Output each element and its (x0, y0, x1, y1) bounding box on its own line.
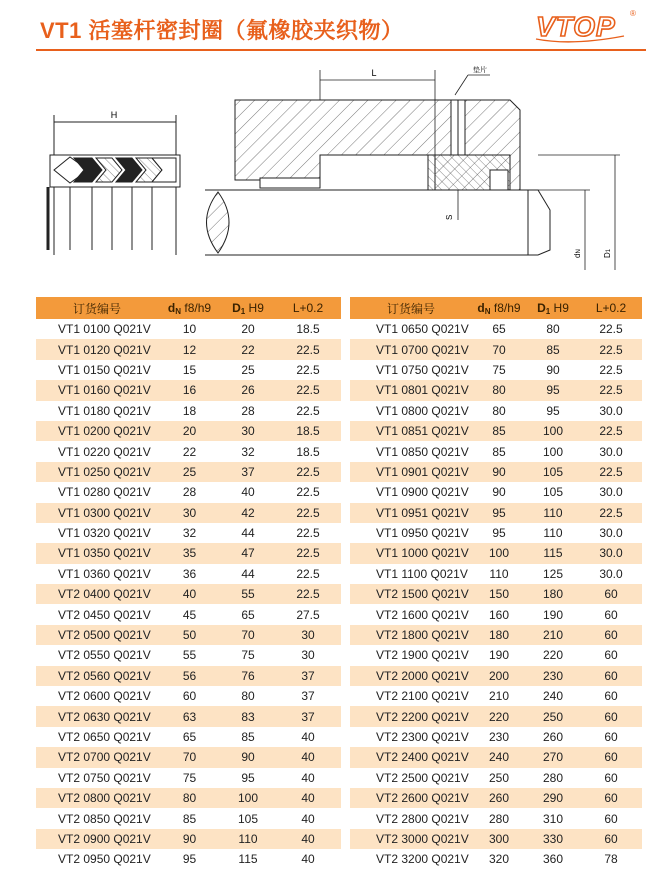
cell-d1: 110 (526, 503, 580, 523)
dimension-label-L: L (371, 68, 377, 78)
cell-d1: 26 (221, 380, 275, 400)
cell-order-code: VT1 0951 Q021V (350, 503, 472, 523)
table-row (350, 625, 642, 645)
cell-d1: 115 (526, 543, 580, 563)
dimension-label-S: S (445, 214, 454, 220)
cell-d1: 37 (221, 462, 275, 482)
table-row (350, 604, 642, 624)
cell-dn: 28 (182, 485, 197, 500)
cell-l: 30 (275, 625, 341, 645)
cell-d1: 47 (221, 543, 275, 563)
cell-l: 40 (301, 852, 315, 867)
cell-dn: 22 (182, 444, 197, 459)
cell-l: 22.5 (275, 462, 341, 482)
cell-order-code: VT1 0120 Q021V (36, 339, 158, 359)
cell-order-code: VT1 0750 Q021V (376, 362, 469, 377)
cell-l: 60 (580, 788, 642, 808)
cell-d1: 105 (526, 462, 580, 482)
cell-l: 22.5 (599, 322, 623, 337)
cell-l: 60 (580, 584, 642, 604)
table-row (350, 401, 642, 421)
cell-l: 60 (580, 625, 642, 645)
cell-d1: 90 (546, 362, 560, 377)
housing-section (235, 100, 520, 190)
table-row (350, 462, 642, 482)
cell-dn: 70 (472, 339, 526, 359)
cell-d1: 85 (241, 730, 255, 744)
table-row (36, 747, 341, 767)
cell-dn: 80 (492, 403, 506, 418)
cell-l: 22.5 (296, 566, 320, 581)
table-row (36, 584, 341, 604)
cell-l: 22.5 (275, 380, 341, 400)
cell-d1: 330 (526, 829, 580, 849)
table-row (350, 788, 642, 808)
table-row (36, 666, 341, 686)
cell-dn: 20 (158, 421, 221, 441)
cell-dn: 56 (158, 666, 221, 686)
cell-order-code: VT1 0150 Q021V (58, 362, 151, 377)
cell-dn: 40 (158, 584, 221, 604)
dimension-label-dN: dN (573, 249, 582, 258)
cell-l: 22.5 (580, 339, 642, 359)
cell-l: 40 (275, 747, 341, 767)
cell-order-code: VT1 0280 Q021V (58, 485, 151, 500)
cell-dn: 190 (488, 648, 510, 663)
cell-d1: 190 (542, 607, 564, 622)
cell-d1: 83 (221, 706, 275, 726)
table-row (350, 360, 642, 380)
cell-order-code: VT2 0800 Q021V (36, 788, 158, 808)
cell-dn: 10 (182, 322, 197, 337)
table-row (36, 380, 341, 400)
cell-d1: 70 (221, 625, 275, 645)
cell-l: 22.5 (275, 503, 341, 523)
cell-dn: 160 (488, 607, 510, 622)
table-row (36, 829, 341, 849)
cell-l: 27.5 (296, 607, 320, 622)
cell-order-code: VT1 0360 Q021V (58, 566, 151, 581)
cell-l: 30.0 (599, 485, 623, 500)
table-row (36, 808, 341, 828)
logo-text: VTOP (536, 11, 616, 42)
table-row (350, 768, 642, 788)
rod-shaft (205, 190, 550, 255)
cell-dn: 75 (492, 362, 506, 377)
cell-order-code: VT2 2600 Q021V (350, 788, 472, 808)
cell-order-code: VT1 0850 Q021V (376, 444, 469, 459)
cell-dn: 100 (472, 543, 526, 563)
table-row (36, 686, 341, 706)
cell-d1: 44 (241, 526, 255, 541)
cell-order-code: VT2 1600 Q021V (376, 607, 469, 622)
callout-label-spacer: 垫片 (473, 67, 487, 74)
cell-d1: 95 (546, 403, 560, 418)
seal-stack-section (48, 115, 180, 255)
cell-order-code: VT1 0650 Q021V (376, 322, 469, 337)
cell-dn: 36 (182, 566, 197, 581)
cell-l: 22.5 (580, 462, 642, 482)
cell-order-code: VT2 2500 Q021V (376, 770, 469, 785)
logo-registered-mark: ® (630, 9, 636, 18)
table-row (36, 503, 341, 523)
col-header-dn: $d_N$ f8/h9 (158, 297, 221, 319)
cell-order-code: VT1 0250 Q021V (36, 462, 158, 482)
cell-d1: 55 (221, 584, 275, 604)
table-row (350, 319, 642, 339)
page-title: VT1 活塞杆密封圈（氟橡胶夹织物） (40, 18, 404, 43)
col-header-l: L+0.2 (275, 297, 341, 319)
cell-order-code: VT1 0180 Q021V (58, 403, 151, 418)
table-row (36, 604, 341, 624)
table-row (350, 706, 642, 726)
col-header-d1: $D_1$ H9 (526, 297, 580, 319)
cell-d1: 85 (526, 339, 580, 359)
cell-order-code: VT1 0350 Q021V (36, 543, 158, 563)
cell-order-code: VT1 0300 Q021V (36, 503, 158, 523)
cell-l: 60 (580, 706, 642, 726)
cell-dn: 85 (492, 444, 506, 459)
cell-d1: 22 (221, 339, 275, 359)
cell-order-code: VT2 3000 Q021V (350, 829, 472, 849)
cell-dn: 150 (472, 584, 526, 604)
cell-dn: 32 (182, 526, 197, 541)
dimension-label-H: H (110, 110, 118, 120)
cell-dn: 80 (472, 380, 526, 400)
table-row (350, 543, 642, 563)
cell-order-code: VT2 0900 Q021V (36, 829, 158, 849)
cell-d1: 280 (542, 770, 564, 785)
cell-dn: 16 (158, 380, 221, 400)
cell-l: 22.5 (275, 543, 341, 563)
table-row (36, 441, 341, 461)
cell-d1: 25 (241, 362, 255, 377)
table-row (350, 380, 642, 400)
cell-d1: 40 (241, 485, 255, 500)
cell-d1: 105 (542, 485, 564, 500)
cell-dn: 280 (488, 811, 510, 826)
cell-d1: 105 (237, 811, 259, 826)
col-header-l: L+0.2 (580, 297, 642, 319)
cell-d1: 240 (542, 689, 564, 704)
cell-d1: 110 (221, 829, 275, 849)
cell-l: 30.0 (599, 403, 623, 418)
cell-order-code: VT2 1500 Q021V (350, 584, 472, 604)
table-row (350, 584, 642, 604)
cell-order-code: VT2 0700 Q021V (36, 747, 158, 767)
cell-l: 22.5 (275, 339, 341, 359)
table-row (350, 564, 642, 584)
table-row (350, 747, 642, 767)
cell-order-code: VT2 1900 Q021V (376, 648, 469, 663)
cell-dn: 12 (158, 339, 221, 359)
cell-d1: 95 (241, 770, 255, 785)
table-row (36, 788, 341, 808)
table-row (36, 360, 341, 380)
cell-dn: 35 (158, 543, 221, 563)
col-header-order-code: 订货编号 (350, 297, 472, 319)
cell-d1: 250 (526, 706, 580, 726)
cell-l: 30 (301, 648, 315, 663)
cell-l: 78 (604, 852, 618, 867)
cell-l: 22.5 (580, 421, 642, 441)
cell-l: 22.5 (296, 526, 320, 541)
cell-l: 40 (275, 788, 341, 808)
table-row (36, 523, 341, 543)
cell-d1: 42 (221, 503, 275, 523)
col-header-dn: $d_N$ f8/h9 (472, 297, 526, 319)
cell-l: 60 (604, 730, 618, 744)
cell-d1: 65 (241, 607, 255, 622)
cell-order-code: VT2 0650 Q021V (58, 730, 151, 744)
cell-dn: 90 (472, 462, 526, 482)
cell-dn: 50 (158, 625, 221, 645)
cell-d1: 20 (241, 322, 255, 337)
table-row (36, 625, 341, 645)
cell-dn: 95 (492, 526, 506, 541)
cell-dn: 260 (472, 788, 526, 808)
cell-d1: 100 (542, 444, 564, 459)
cell-order-code: VT1 0950 Q021V (376, 526, 469, 541)
cell-l: 22.5 (580, 380, 642, 400)
table-row (36, 768, 341, 788)
table-row (350, 829, 642, 849)
cell-order-code: VT2 0850 Q021V (58, 811, 151, 826)
cell-dn: 250 (488, 770, 510, 785)
cell-d1: 80 (546, 322, 560, 337)
cell-l: 18.5 (296, 444, 320, 459)
cell-order-code: VT1 0100 Q021V (58, 322, 151, 337)
table-row (36, 727, 341, 747)
cell-d1: 30 (221, 421, 275, 441)
table-row (350, 849, 642, 869)
cell-d1: 310 (542, 811, 564, 826)
cell-l: 22.5 (580, 503, 642, 523)
vtop-logo (532, 6, 642, 46)
cell-l: 37 (301, 689, 315, 704)
cell-order-code: VT1 0220 Q021V (58, 444, 151, 459)
cell-l: 60 (580, 829, 642, 849)
table-row (36, 645, 341, 665)
cell-l: 22.5 (275, 584, 341, 604)
table-header-row (350, 297, 642, 319)
cell-dn: 110 (489, 566, 509, 581)
cell-dn: 70 (158, 747, 221, 767)
cell-l: 22.5 (296, 485, 320, 500)
table-row (350, 808, 642, 828)
cell-order-code: VT2 2100 Q021V (376, 689, 469, 704)
cell-d1: 260 (542, 730, 564, 744)
table-row (350, 482, 642, 502)
cell-l: 37 (275, 706, 341, 726)
cell-l: 60 (604, 689, 618, 704)
cell-d1: 290 (526, 788, 580, 808)
table-row (36, 564, 341, 584)
cell-dn: 320 (488, 852, 510, 867)
cell-d1: 90 (221, 747, 275, 767)
cell-order-code: VT1 0801 Q021V (350, 380, 472, 400)
cell-l: 37 (275, 666, 341, 686)
cell-order-code: VT2 2200 Q021V (350, 706, 472, 726)
cell-d1: 95 (526, 380, 580, 400)
table-row (36, 319, 341, 339)
cell-order-code: VT1 0700 Q021V (350, 339, 472, 359)
cell-d1: 110 (543, 526, 563, 541)
col-header-d1: $D_1$ H9 (221, 297, 275, 319)
cell-order-code: VT1 0901 Q021V (350, 462, 472, 482)
table-row (350, 727, 642, 747)
cell-dn: 65 (492, 322, 506, 337)
cell-l: 40 (301, 811, 315, 826)
cell-l: 30.0 (599, 526, 623, 541)
cell-order-code: VT2 3200 Q021V (376, 852, 469, 867)
cell-d1: 100 (526, 421, 580, 441)
cell-d1: 32 (241, 444, 255, 459)
cell-l: 60 (604, 648, 618, 663)
cell-order-code: VT2 2800 Q021V (376, 811, 469, 826)
cell-order-code: VT2 0630 Q021V (36, 706, 158, 726)
cell-d1: 180 (526, 584, 580, 604)
cell-dn: 90 (158, 829, 221, 849)
cell-order-code: VT2 0560 Q021V (36, 666, 158, 686)
cell-dn: 95 (182, 852, 197, 867)
table-row (36, 482, 341, 502)
cell-d1: 44 (241, 566, 255, 581)
cell-dn: 15 (182, 362, 197, 377)
cell-order-code: VT2 0500 Q021V (36, 625, 158, 645)
cell-dn: 95 (472, 503, 526, 523)
size-table-right (350, 297, 642, 870)
table-row (350, 666, 642, 686)
table-header-row (36, 297, 341, 319)
cell-dn: 240 (472, 747, 526, 767)
cell-dn: 85 (472, 421, 526, 441)
table-row (36, 339, 341, 359)
cell-order-code: VT2 0600 Q021V (58, 689, 151, 704)
cell-d1: 115 (238, 852, 258, 867)
cell-d1: 28 (241, 403, 255, 418)
cell-l: 40 (301, 730, 315, 744)
cell-l: 60 (604, 811, 618, 826)
cell-d1: 80 (241, 689, 255, 704)
table-row (350, 441, 642, 461)
cell-d1: 125 (542, 566, 564, 581)
table-row (350, 503, 642, 523)
cell-d1: 270 (526, 747, 580, 767)
cell-l: 22.5 (296, 362, 320, 377)
cell-l: 60 (580, 666, 642, 686)
cell-l: 18.5 (275, 421, 341, 441)
cell-order-code: VT2 2000 Q021V (350, 666, 472, 686)
cell-order-code: VT2 2300 Q021V (376, 730, 469, 744)
cell-dn: 180 (472, 625, 526, 645)
cell-d1: 76 (221, 666, 275, 686)
cell-l: 60 (580, 747, 642, 767)
cell-order-code: VT2 0750 Q021V (58, 770, 151, 785)
cell-l: 60 (604, 607, 618, 622)
cell-d1: 100 (221, 788, 275, 808)
cell-dn: 75 (182, 770, 197, 785)
cell-l: 30.0 (599, 566, 623, 581)
cell-l: 30.0 (580, 543, 642, 563)
cell-dn: 85 (182, 811, 197, 826)
cell-l: 30.0 (599, 444, 623, 459)
cell-l: 40 (301, 770, 315, 785)
cell-order-code: VT2 0450 Q021V (58, 607, 151, 622)
cell-order-code: VT1 0800 Q021V (376, 403, 469, 418)
cell-order-code: VT2 2400 Q021V (350, 747, 472, 767)
cell-dn: 63 (158, 706, 221, 726)
cell-order-code: VT2 1800 Q021V (350, 625, 472, 645)
cell-d1: 210 (526, 625, 580, 645)
table-row (350, 686, 642, 706)
cell-l: 60 (604, 770, 618, 785)
cell-dn: 90 (492, 485, 506, 500)
cell-dn: 230 (488, 730, 510, 744)
table-row (36, 421, 341, 441)
cell-dn: 65 (182, 730, 197, 744)
cell-l: 22.5 (599, 362, 623, 377)
cell-dn: 300 (472, 829, 526, 849)
cell-dn: 25 (158, 462, 221, 482)
cell-order-code: VT1 0160 Q021V (36, 380, 158, 400)
table-row (350, 523, 642, 543)
cell-order-code: VT2 0400 Q021V (36, 584, 158, 604)
cell-dn: 30 (158, 503, 221, 523)
table-row (350, 421, 642, 441)
cell-d1: 220 (542, 648, 564, 663)
cell-dn: 210 (488, 689, 510, 704)
seal-technical-drawing (40, 60, 640, 275)
cell-dn: 60 (182, 689, 197, 704)
cell-order-code: VT2 0950 Q021V (58, 852, 151, 867)
header-rule (36, 49, 646, 51)
table-row (36, 849, 341, 869)
table-row (36, 401, 341, 421)
cell-dn: 18 (182, 403, 197, 418)
cell-l: 40 (275, 829, 341, 849)
cell-order-code: VT1 0851 Q021V (350, 421, 472, 441)
cell-l: 22.5 (296, 403, 320, 418)
cell-d1: 360 (542, 852, 564, 867)
table-row (36, 706, 341, 726)
cell-dn: 45 (182, 607, 197, 622)
cell-d1: 230 (526, 666, 580, 686)
cell-order-code: VT1 0320 Q021V (58, 526, 151, 541)
cell-dn: 220 (472, 706, 526, 726)
cell-order-code: VT1 1100 Q021V (376, 566, 468, 581)
table-row (36, 543, 341, 563)
cell-order-code: VT1 0200 Q021V (36, 421, 158, 441)
cell-order-code: VT1 0900 Q021V (376, 485, 469, 500)
cell-l: 18.5 (296, 322, 320, 337)
table-row (36, 462, 341, 482)
cell-dn: 55 (182, 648, 197, 663)
col-header-order-code: 订货编号 (36, 297, 158, 319)
cell-d1: 75 (241, 648, 255, 663)
size-table-left (36, 297, 341, 870)
cell-order-code: VT1 1000 Q021V (350, 543, 472, 563)
cell-order-code: VT2 0550 Q021V (58, 648, 151, 663)
table-row (350, 339, 642, 359)
cell-dn: 200 (472, 666, 526, 686)
table-row (350, 645, 642, 665)
dimension-label-D1: D1 (603, 248, 612, 258)
cell-dn: 80 (158, 788, 221, 808)
